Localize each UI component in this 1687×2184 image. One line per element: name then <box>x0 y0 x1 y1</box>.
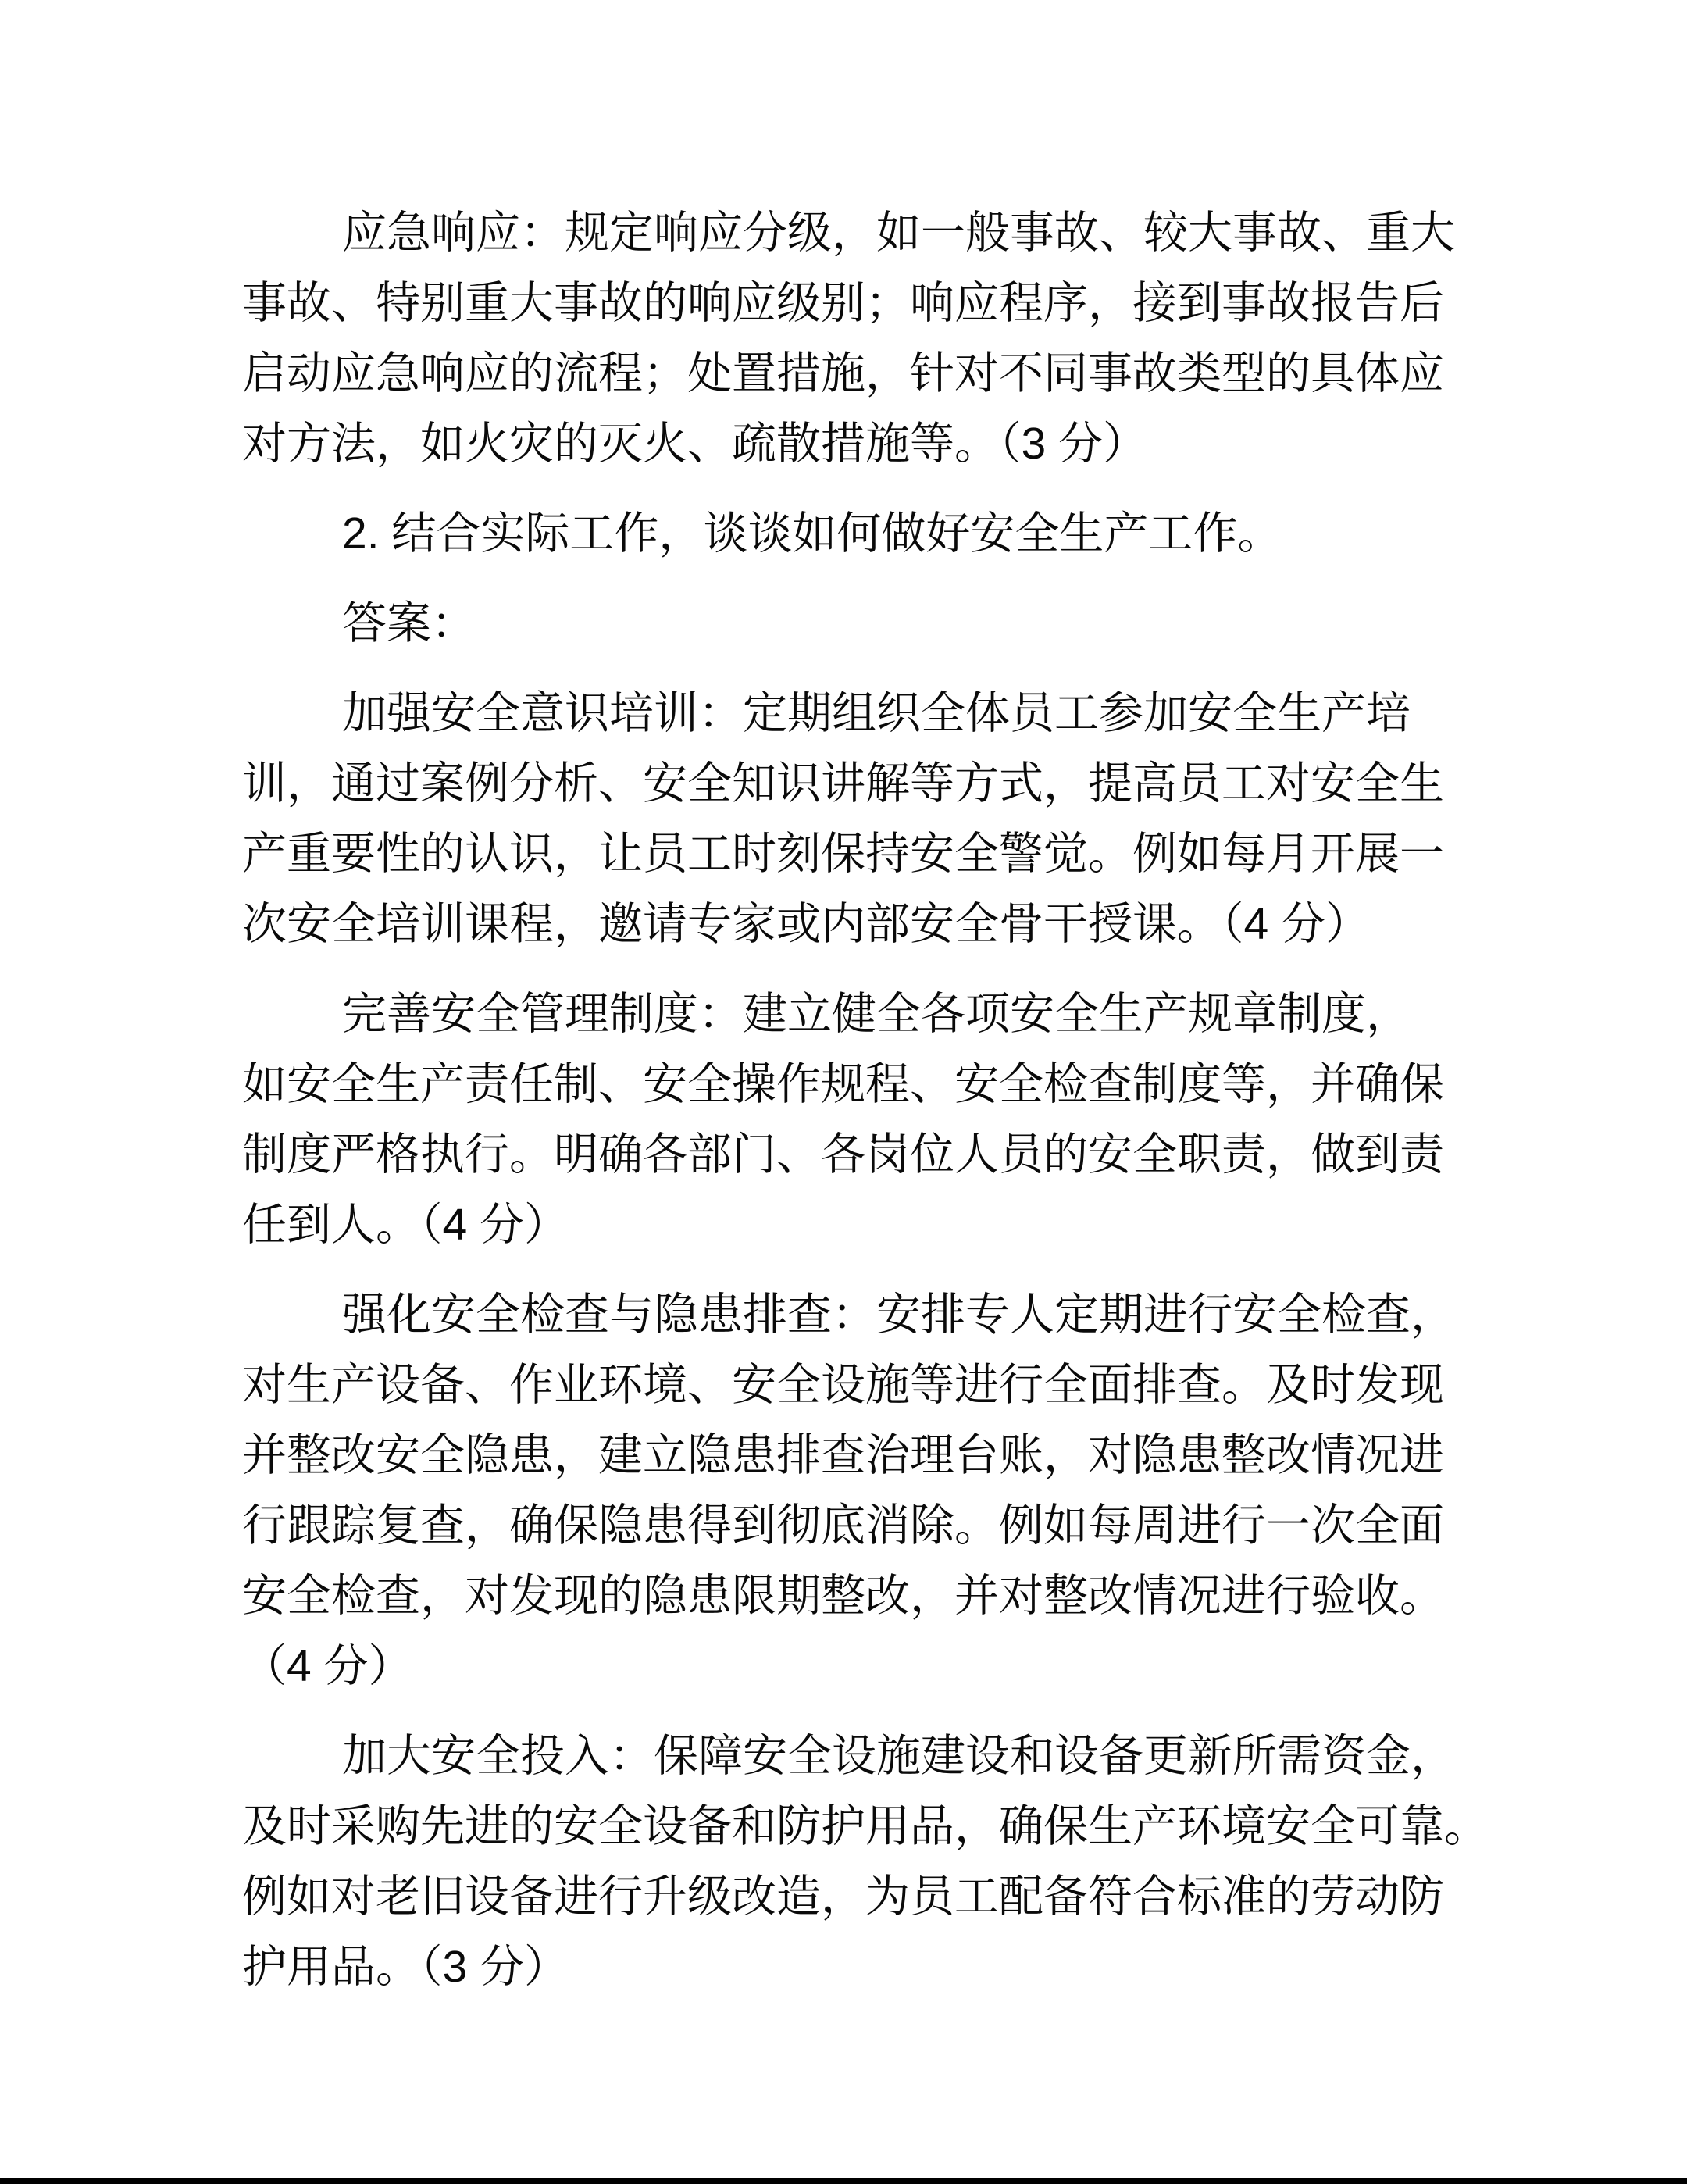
paragraph-line: 次安全培训课程，邀请专家或内部安全骨干授课。（4 分） <box>242 899 1371 949</box>
paragraph-line: 训，通过案例分析、安全知识讲解等方式，提高员工对安全生 <box>242 758 1444 808</box>
paragraph-line: 安全检查，对发现的隐患限期整改，并对整改情况进行验收。 <box>242 1571 1444 1621</box>
question-2 <box>242 498 1570 569</box>
document-text-content <box>242 198 1570 2002</box>
paragraph-line: 答案： <box>342 598 476 648</box>
paragraph-line: 启动应急响应的流程；处置措施，针对不同事故类型的具体应 <box>242 348 1444 398</box>
paragraph-line: 强化安全检查与隐患排查：安排专人定期进行安全检查， <box>342 1290 1455 1340</box>
answer-point-inspection-hazard-check <box>242 1279 1570 1701</box>
paragraph-line: 例如对老旧设备进行升级改造，为员工配备符合标准的劳动防 <box>242 1872 1444 1922</box>
paragraph-line: （4 分） <box>242 1641 413 1691</box>
bottom-border-bar <box>0 2178 1687 2184</box>
answer-label <box>242 588 1570 658</box>
paragraph-line: 加强安全意识培训：定期组织全体员工参加安全生产培 <box>342 688 1411 738</box>
paragraph-line: 事故、特别重大事故的响应级别；响应程序，接到事故报告后 <box>242 278 1444 328</box>
answer-point-safety-awareness-training <box>242 678 1570 959</box>
paragraph-line: 产重要性的认识，让员工时刻保持安全警觉。例如每月开展一 <box>242 829 1444 879</box>
paragraph-line: 行跟踪复查，确保隐患得到彻底消除。例如每周进行一次全面 <box>242 1501 1444 1551</box>
answer-point-management-system <box>242 979 1570 1260</box>
paragraph-line: 护用品。（3 分） <box>242 1942 569 1992</box>
paragraph-line: 应急响应：规定响应分级，如一般事故、较大事故、重大 <box>342 208 1455 258</box>
answer-point-safety-investment <box>242 1721 1570 2002</box>
paragraph-line: 并整改安全隐患，建立隐患排查治理台账，对隐患整改情况进 <box>242 1430 1444 1480</box>
paragraph-line: 加大安全投入：保障安全设施建设和设备更新所需资金， <box>342 1731 1455 1781</box>
paragraph-line: 完善安全管理制度：建立健全各项安全生产规章制度， <box>342 989 1411 1039</box>
paragraph-line: 对方法，如火灾的灭火、疏散措施等。（3 分） <box>242 419 1148 469</box>
paragraph-line: 如安全生产责任制、安全操作规程、安全检查制度等，并确保 <box>242 1059 1444 1109</box>
paragraph-line: 2. 结合实际工作，谈谈如何做好安全生产工作。 <box>342 509 1282 558</box>
paragraph-line: 任到人。（4 分） <box>242 1200 569 1250</box>
paragraph-line: 制度严格执行。明确各部门、各岗位人员的安全职责，做到责 <box>242 1129 1444 1179</box>
paragraph-line: 及时采购先进的安全设备和防护用品，确保生产环境安全可靠。 <box>242 1801 1489 1851</box>
paragraph-line: 对生产设备、作业环境、安全设施等进行全面排查。及时发现 <box>242 1360 1444 1410</box>
answer-point-emergency-response <box>242 198 1570 479</box>
